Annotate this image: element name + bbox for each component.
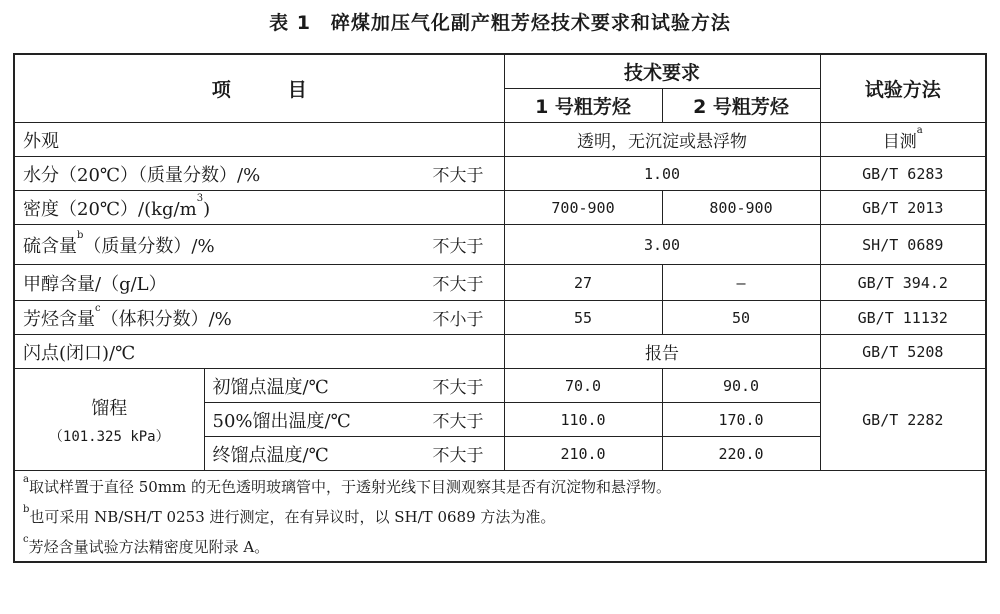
- label-water: 水分（20℃）（质量分数）/% 不大于: [14, 157, 504, 191]
- label-density: 密度$(20℃)/(kg/m^3)$: [14, 191, 504, 225]
- value-flash: 报告: [504, 335, 820, 369]
- row-density: [14, 191, 986, 225]
- footnote-a: $^a$取试样置于直径 50mm 的无色透明玻璃管中，于透射光线下目测观察其是否有沉淀物和悬浮物。: [14, 471, 986, 502]
- value-ibp-2: 90.0: [662, 369, 820, 403]
- label-fbp: 终馏点温度/℃ 不大于: [204, 437, 504, 471]
- value-50pct-2: 170.0: [662, 403, 820, 437]
- row-aromatics: [14, 301, 986, 335]
- label-aromatics: 芳烃含量$^c$（体积分数）/% 不小于: [14, 301, 504, 335]
- cond-methanol: 不大于: [432, 275, 484, 295]
- method-methanol: GB/T 394.2: [820, 265, 986, 301]
- footnote-c: $^c$芳烃含量试验方法精密度见附录 A。: [14, 531, 986, 562]
- label-ibp: 初馏点温度/℃ 不大于: [204, 369, 504, 403]
- label-appearance: 外观: [14, 123, 504, 157]
- method-sulfur: SH/T 0689: [820, 225, 986, 265]
- value-methanol-1: 27: [504, 265, 662, 301]
- header-requirements: 技术要求: [504, 54, 820, 89]
- header-method: 试验方法: [820, 54, 986, 123]
- header-grade1: 1 号粗芳烃: [504, 89, 662, 123]
- value-fbp-1: 210.0: [504, 437, 662, 471]
- label-distillation: 馏程 （101.325 kPa）: [14, 369, 204, 471]
- value-aromatics-1: 55: [504, 301, 662, 335]
- header-item: 项 目: [14, 54, 504, 123]
- method-flash: GB/T 5208: [820, 335, 986, 369]
- value-sulfur: 3.00: [504, 225, 820, 265]
- row-appearance: [14, 123, 986, 157]
- row-sulfur: [14, 225, 986, 265]
- label-50pct: 50%馏出温度/℃ 不大于: [204, 403, 504, 437]
- table-title: 表 1 碎煤加压气化副产粗芳烃技术要求和试验方法: [269, 12, 731, 34]
- method-water: GB/T 6283: [820, 157, 986, 191]
- label-sulfur: 硫含量$^b$（质量分数）/% 不大于: [14, 225, 504, 265]
- value-aromatics-2: 50: [662, 301, 820, 335]
- method-density: GB/T 2013: [820, 191, 986, 225]
- cond-sulfur: 不大于: [432, 237, 484, 257]
- label-flash: 闪点(闭口)/℃: [14, 335, 504, 369]
- method-aromatics: GB/T 11132: [820, 301, 986, 335]
- header-grade2: 2 号粗芳烃: [662, 89, 820, 123]
- method-appearance: 目测$^a$: [820, 123, 986, 157]
- row-water: [14, 157, 986, 191]
- value-appearance: 透明，无沉淀或悬浮物: [504, 123, 820, 157]
- distillation-pressure: （101.325 kPa）: [48, 428, 170, 445]
- footnote-b: $^b$也可采用 NB/SH/T 0253 进行测定，在有异议时，以 SH/T 0689 方法为准。: [14, 501, 986, 531]
- cond-aromatics: 不小于: [432, 310, 484, 330]
- row-distillation-1: [14, 369, 986, 403]
- row-flash: [14, 335, 986, 369]
- spec-table: [13, 53, 987, 563]
- value-fbp-2: 220.0: [662, 437, 820, 471]
- cond-water: 不大于: [432, 166, 484, 186]
- method-distillation: GB/T 2282: [820, 369, 986, 471]
- value-50pct-1: 110.0: [504, 403, 662, 437]
- value-density-1: 700-900: [504, 191, 662, 225]
- label-methanol: 甲醇含量/（g/L） 不大于: [14, 265, 504, 301]
- value-water: 1.00: [504, 157, 820, 191]
- value-ibp-1: 70.0: [504, 369, 662, 403]
- row-methanol: [14, 265, 986, 301]
- value-density-2: 800-900: [662, 191, 820, 225]
- value-methanol-2: —: [662, 265, 820, 301]
